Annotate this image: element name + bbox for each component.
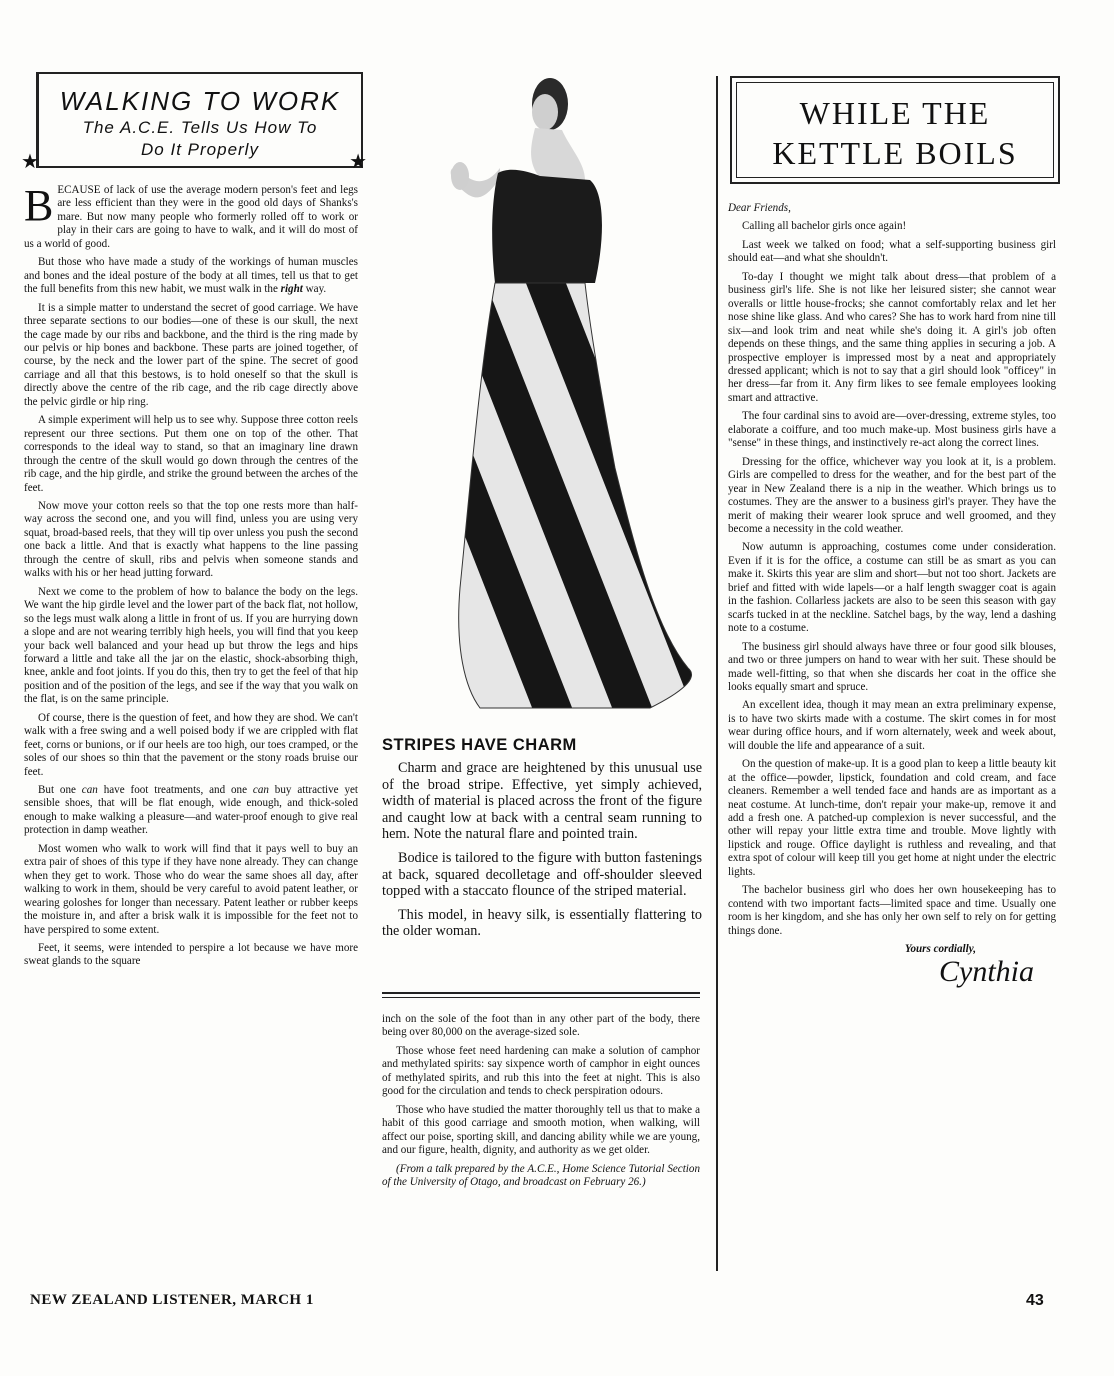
paragraph: To-day I thought we might talk about dress—that problem of a business girl's life. She is not like her leisured sister; she cannot wear overalls or little house-frocks; she cannot comfortably relax and let her nose shine like glass. And who cares? She has to work hard from nine till six—and look trim and neat while she's doing it. A girl's job often depends on these things, and the same thing applies in securing a job. A prospective employer is impressed most by a neat and appropriately dressed applicant; which is not to say that a girl should look "officey" in her dress—far from it. Any firm likes to see female employees looking smart and attractive. bbox=[728, 270, 1056, 404]
divider bbox=[382, 997, 700, 998]
paragraph: Most women who walk to work will find that it pays well to buy an extra pair of shoes of this type if they have none already. They can change when they get to work. Those who do wear the same shoes all day, after walking to work in them, should be very careful to avoid patent leather, or wearing goloshes for longer than necessary. Patent leather or rubber keeps the moisture in, and after a brisk walk it is impossible for the feet not to have perspired to some extent. bbox=[24, 842, 358, 936]
gown-illustration bbox=[400, 68, 710, 728]
paragraph-text: But those who have made a study of the workings of human muscles and bones and the ideal posture of the body at all times, tell us that to get the full benefits from this new habit, we must walk in the bbox=[24, 256, 358, 296]
paragraph: It is a simple matter to understand the secret of good carriage. We have three separate sections to our bodies—one of these is our skull, the next the cage made by our ribs and backbone, and the third is the ring made by our pelvis or hip bones and backbone. These parts are joined together, of course, by the neck and the lower part of the spine. The secret of good carriage and all that this bestows, is to hold oneself so that the skull is directly above the centre of the rib cage, and the rib cage directly above the pelvic girdle or hip ring. bbox=[24, 301, 358, 408]
divider bbox=[382, 992, 700, 994]
paragraph: Last week we talked on food; what a self-supporting business girl should eat—and what she shouldn't. bbox=[728, 238, 1056, 265]
paragraph: A simple experiment will help us to see why. Suppose three cotton reels represent our three sections. Put them one on top of the other. That corresponds to the ideal way to stand, so that an imaginary line drawn through the centre of the skull would go down through the centres of the rib cage, and the hip girdle, and strike the ground between the arches of the feet. bbox=[24, 414, 358, 494]
paragraph bbox=[24, 256, 358, 296]
publication-footer: NEW ZEALAND LISTENER, MARCH 1 bbox=[30, 1292, 314, 1308]
star-icon: ★ bbox=[21, 151, 39, 173]
emphasis: right bbox=[280, 283, 303, 296]
paragraph: Those who have studied the matter thoroughly tell us that to make a habit of this good carriage and smooth motion, when walking, will affect our poise, sporting skill, and dancing ability while we are young, and our figure, health, dignity, and authority as we get older. bbox=[382, 1103, 700, 1157]
paragraph: This model, in heavy silk, is essentially flattering to the older woman. bbox=[382, 906, 702, 940]
paragraph: Feet, it seems, were intended to perspire a lot because we have more sweat glands to the square bbox=[24, 942, 358, 968]
page-number: 43 bbox=[1026, 1292, 1044, 1309]
paragraph-text: have foot treatments, and one bbox=[97, 784, 253, 797]
paragraph bbox=[24, 181, 358, 251]
paragraph: Those whose feet need hardening can make a solution of camphor and methylated spirits: say sixpence worth of camphor in eight ounces of methylated spirits, and rub this into the feet at night. This is also good for the circulation and tends to check perspiration odours. bbox=[382, 1044, 700, 1098]
stripes-heading: STRIPES HAVE CHARM bbox=[382, 736, 577, 754]
kettle-title-frame bbox=[736, 82, 1054, 178]
walking-subtitle-1: The A.C.E. Tells Us How To bbox=[82, 118, 318, 137]
walking-subtitle-2: Do It Properly bbox=[141, 140, 259, 159]
paragraph: Now autumn is approaching, costumes come under consideration. Even if it is for the office, a costume can still be as smart as you can make it. Skirts this year are slim and short—but not too short. Jackets are brief and fitted with wide lapels—or a half length swagger coat is again in the fashion. Collarless jackets are also to be seen this season with gay scarfs tucked in at the neckline. Satchel bags, by the way, lend a dashing note to a costume. bbox=[728, 541, 1056, 635]
emphasis: can bbox=[252, 784, 269, 797]
signature-text: Cynthia bbox=[939, 954, 1034, 988]
stripes-caption bbox=[382, 760, 702, 947]
paragraph-text: But one bbox=[38, 784, 82, 797]
kettle-article bbox=[728, 202, 1056, 988]
closing: Yours cordially, bbox=[904, 943, 976, 956]
signature bbox=[728, 954, 1034, 988]
paragraph: Bodice is tailored to the figure with button fastenings at back, squared decolletage and off-shoulder sleeved topped with a staccato flounce of the striped material. bbox=[382, 849, 702, 900]
paragraph-text: buy attractive yet sensible shoes, that will be flat enough, wide enough, and thick-soled enough to make walking a pleasure—and water-proof enough to give real protection in damp weather. bbox=[24, 784, 359, 837]
emphasis: can bbox=[81, 784, 98, 797]
paragraph: The business girl should always have three or four good silk blouses, and two or three jumpers on hand to wear with her suit. These should be made well-fitting, so that when she discards her coat in the office she looks equally smart and spruce. bbox=[728, 640, 1056, 693]
paragraph: Calling all bachelor girls once again! bbox=[742, 220, 907, 233]
article-credit: (From a talk prepared by the A.C.E., Home Science Tutorial Section of the University of Otago, and broadcast on February 26.) bbox=[382, 1162, 700, 1188]
paragraph: Charm and grace are heightened by this unusual use of the broad stripe. Effective, yet simply achieved, width of material is placed across the front of the figure and caught low at back with a central seam running to hem. Note the natural flare and pointed train. bbox=[382, 760, 702, 843]
salutation: Dear Friends, bbox=[728, 202, 791, 214]
column-rule bbox=[716, 76, 718, 1271]
walking-continued bbox=[382, 1013, 700, 1194]
striped-gown-photo bbox=[400, 68, 710, 728]
paragraph-text: ECAUSE of lack of use the average modern person's feet and legs are less efficient than they were in the good old days of Shanks's mare. But now many people who formerly rolled off to work or play in their cars are going to have to walk, and it will do most of us a world of good. bbox=[24, 184, 358, 250]
paragraph: An excellent idea, though it may mean an extra preliminary expense, is to have two skirts made with a costume. The skirt comes in for most wear during office hours, and if worn alternately, week and week about, will double the life and appearance of a suit. bbox=[728, 699, 1056, 752]
paragraph: Next we come to the problem of how to balance the body on the legs. We want the hip girdle level and the lower part of the back flat, not hollow, so the legs must walk along a little in front of us. If you are hurrying down a slope and are not wearing terribly high heels, you will find that you keep your back well balanced and your head up but throw the legs and hips forward a little and take all the jar on the elastic, shock-absorbing thigh, knee, ankle and foot joints. If you do this, then try to get the feel of that hip position and of the position of the legs, and see if the way that you walk on the flat, is on the same principle. bbox=[24, 585, 358, 706]
paragraph: inch on the sole of the foot than in any other part of the body, there being over 80,000 on the average-sized sole. bbox=[382, 1013, 700, 1039]
paragraph: Now move your cotton reels so that the top one rests more than half-way across the second one, and you will find, unless you are using very squat, broad-based reels, that they will tip over unless you push the second one back a little. And that is exactly what happens to the line passing through the centre of skull, ribs and pelvis when someone stands and walks with his or her head jutting forward. bbox=[24, 499, 358, 580]
walking-title: WALKING TO WORK bbox=[59, 86, 341, 116]
paragraph bbox=[24, 784, 358, 838]
paragraph: On the question of make-up. It is a good plan to keep a little beauty kit at the office—powder, lipstick, foundation and cold cream, and face cleaners. Remember a well tended face and hands are as important as a neat costume. At lunch-time, don't repair your make-up, remove it and add a fresh one. A patched-up complexion is never successful, and the other will repay your little extra time and trouble. Move lightly with lipstick and rouge. Office daylight is ruthless and revealing, and that extra spot of colour will keep till you get home at night under the electric lights. bbox=[728, 758, 1056, 878]
paragraph: Of course, there is the question of feet, and how they are shod. We can't walk with a free swing and a well poised body if we are crippled with flat feet, corns or bunions, or if our heels are too high, our toes cramped, or the soles of our shoes so thin that the pavement or the stony roads bruise our feet. bbox=[24, 711, 358, 778]
paragraph: The four cardinal sins to avoid are—over-dressing, extreme styles, too elaborate a coiffure, and too much make-up. Most business girls have a "sense" in these things, and instinctively re-act along the correct lines. bbox=[728, 410, 1056, 450]
kettle-title-2: KETTLE BOILS bbox=[772, 135, 1018, 171]
walking-title-box bbox=[21, 72, 367, 173]
paragraph: Dressing for the office, whichever way you look at it, is a problem. Girls are compelled to dress for the weather, and for the best part of the year in New Zealand there is a nip in the weather. Which brings us to costumes. They are the answer to a business girl's prayer. They have the merit of making their wearer look spruce and well groomed, and they become a necessity in the cold weather. bbox=[728, 455, 1056, 535]
kettle-title-box bbox=[730, 76, 1060, 184]
walking-body bbox=[24, 181, 359, 969]
star-icon: ★ bbox=[349, 151, 367, 173]
paragraph: The bachelor business girl who does her own housekeeping has to contend with two important facts—limited space and time. Usually one room is her kingdom, and she has only her own self to rely on for getting things done. bbox=[728, 884, 1056, 937]
kettle-title-1: WHILE THE bbox=[799, 95, 991, 131]
drop-cap: B bbox=[24, 181, 54, 230]
paragraph-text: way. bbox=[302, 283, 327, 296]
walking-article bbox=[21, 72, 367, 974]
